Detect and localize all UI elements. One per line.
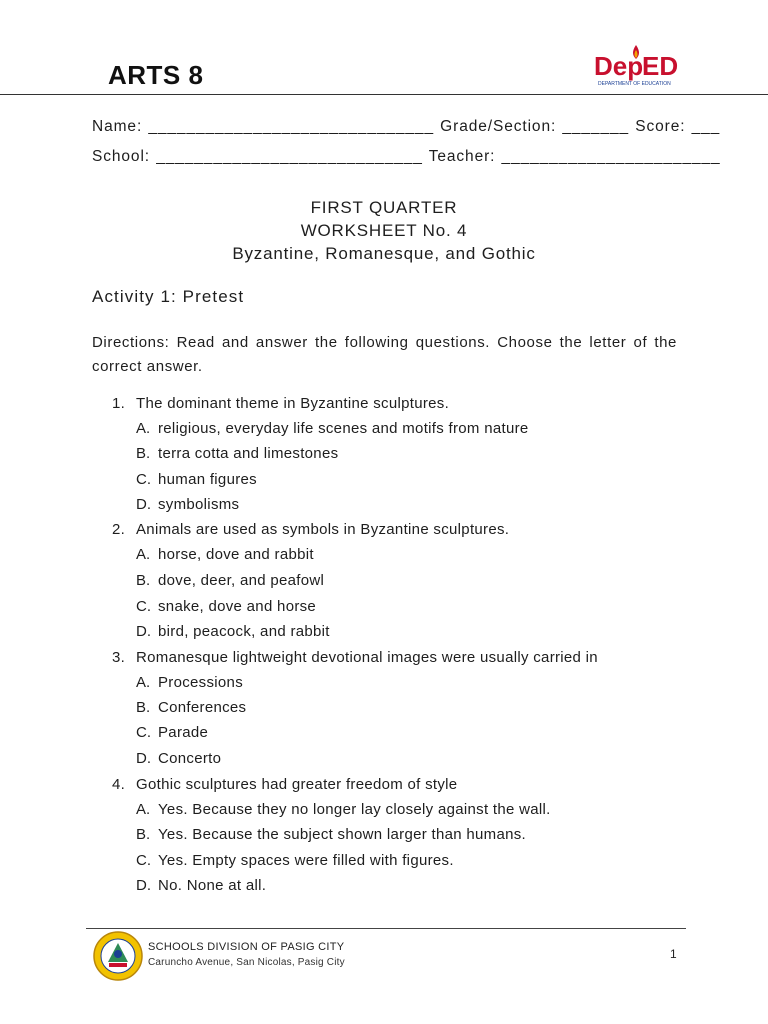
choice-text: human figures	[158, 471, 257, 488]
footer-divider	[86, 928, 686, 929]
subject-title: ARTS 8	[108, 60, 204, 90]
deped-logo	[592, 43, 684, 91]
choice-text: Yes. Empty spaces were filled with figures.	[158, 852, 454, 869]
choice-letter: A.	[136, 674, 151, 691]
choice-letter: D.	[136, 877, 151, 894]
choice-text: Yes. Because the subject shown larger than humans.	[158, 826, 526, 843]
division-address: Caruncho Avenue, San Nicolas, Pasig City	[148, 957, 345, 968]
worksheet-title: WORKSHEET No. 4	[300, 221, 468, 240]
choice-text: Parade	[158, 724, 209, 741]
division-name: SCHOOLS DIVISION OF PASIG CITY	[148, 941, 345, 953]
choice-letter: B.	[136, 445, 151, 462]
choice-letter: A.	[136, 420, 151, 437]
question-number: 3.	[112, 649, 126, 666]
choice-letter: D.	[136, 750, 151, 767]
choice-letter: C.	[136, 471, 151, 488]
choice-letter: D.	[136, 496, 151, 513]
question-number: 2.	[112, 521, 126, 538]
choice-letter: D.	[136, 623, 151, 640]
choice-letter: C.	[136, 852, 151, 869]
choice-text: terra cotta and limestones	[158, 445, 339, 462]
choice-text: Yes. Because they no longer lay closely against the wall.	[158, 801, 551, 818]
choice-text: No. None at all.	[158, 877, 267, 894]
logo-ed-text: ED	[642, 51, 679, 81]
choice-text: bird, peacock, and rabbit	[158, 623, 330, 640]
logo-subtitle: DEPARTMENT OF EDUCATION	[598, 81, 671, 87]
topic-title: Byzantine, Romanesque, and Gothic	[232, 244, 536, 263]
header-divider	[0, 94, 768, 95]
activity-heading: Activity 1: Pretest	[92, 287, 245, 306]
choice-letter: B.	[136, 572, 151, 589]
quarter-title: FIRST QUARTER	[310, 198, 458, 217]
page-number: 1	[670, 947, 677, 961]
question-text: Animals are used as symbols in Byzantine sculptures.	[136, 521, 510, 538]
choice-letter: C.	[136, 598, 151, 615]
question-text: The dominant theme in Byzantine sculptures.	[136, 395, 450, 412]
choice-text: Concerto	[158, 750, 222, 767]
choice-text: Conferences	[158, 699, 247, 716]
choice-letter: B.	[136, 826, 151, 843]
question-text: Romanesque lightweight devotional images were usually carried in	[136, 649, 598, 666]
choice-letter: B.	[136, 699, 151, 716]
choice-text: religious, everyday life scenes and motifs from nature	[158, 420, 529, 437]
question-text: Gothic sculptures had greater freedom of style	[136, 776, 458, 793]
choice-text: dove, deer, and peafowl	[158, 572, 325, 589]
choice-letter: A.	[136, 546, 151, 563]
division-seal-icon	[92, 930, 144, 982]
choice-text: horse, dove and rabbit	[158, 546, 314, 563]
choice-text: symbolisms	[158, 496, 240, 513]
logo-dep-text: Dep	[594, 51, 644, 81]
choice-text: Processions	[158, 674, 244, 691]
directions-text: Directions: Read and answer the following questions. Choose the letter of the correct answer.	[92, 334, 677, 375]
school-teacher-fields: School: ____________________________ Teacher: _______________________	[92, 148, 721, 165]
name-grade-score-fields: Name: ______________________________ Grade/Section: _______ Score: ___	[92, 118, 721, 135]
choice-letter: C.	[136, 724, 151, 741]
choice-letter: A.	[136, 801, 151, 818]
choice-text: snake, dove and horse	[158, 598, 317, 615]
question-number: 4.	[112, 776, 126, 793]
question-number: 1.	[112, 395, 126, 412]
